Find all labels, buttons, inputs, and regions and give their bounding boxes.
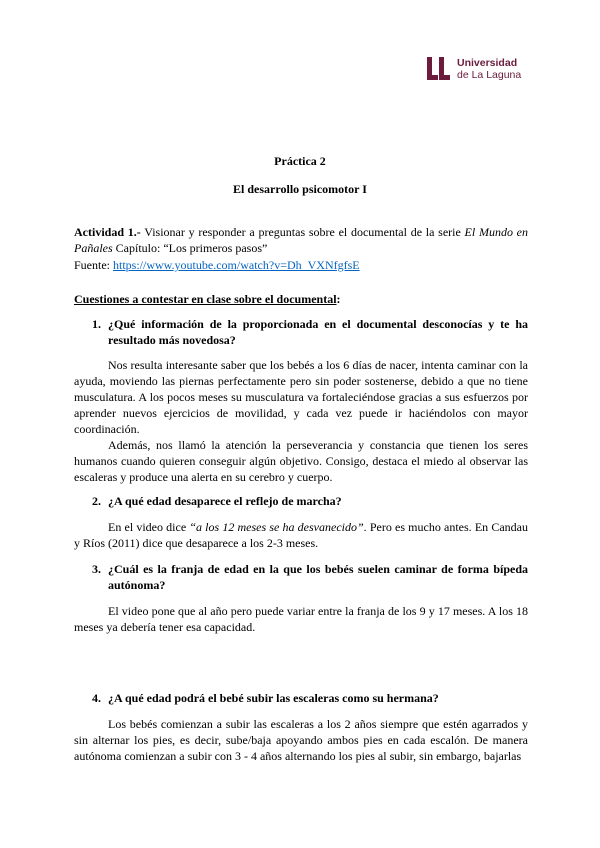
question-number: 4.	[92, 691, 101, 705]
source-link[interactable]: https://www.youtube.com/watch?v=Dh_VXNfgfsE	[113, 258, 360, 272]
answer-4-paragraph: Los bebés comienzan a subir las escaleras a los 2 años siempre que estén agarrados y sin alternar los pies, es decir, sube/baja apoyando ambos pies en cada escalón. De manera autónoma comienzan a subir con 3 - 4 años alternando los pies al subir, sin embargo, bajarlas	[74, 717, 528, 763]
question-1	[74, 316, 528, 348]
section-heading	[74, 291, 528, 307]
question-text: ¿Cuál es la franja de edad en la que los bebés suelen caminar de forma bípeda autónoma?	[108, 562, 528, 592]
page-title: Práctica 2	[274, 154, 326, 168]
activity-label: Actividad 1.-	[74, 225, 141, 239]
question-number: 1.	[92, 317, 101, 331]
section-heading-text: Cuestiones a contestar en clase sobre el documental	[74, 292, 337, 306]
section-heading-colon: :	[336, 292, 341, 306]
question-number: 3.	[92, 562, 101, 576]
activity-text-b: Capítulo: “Los primeros pasos”	[112, 241, 268, 255]
page-subtitle: El desarrollo psicomotor I	[233, 182, 367, 196]
activity-series: El Mundo en Pañales	[74, 225, 529, 255]
university-logo	[425, 55, 535, 85]
answer-1-paragraph-1: Nos resulta interesante saber que los bebés a los 6 días de nacer, intenta caminar con la ayuda, moviendo las piernas perfectamente pero sin poder sostenerse, debido a que no tiene musculatura. A los pocos meses su musculatura va fortaleciéndose gracias a sus esfuerzos por aprender nuevos ejercicios de movilidad, y cada vez puede ir haciéndolos con mayor coordinación.	[74, 358, 528, 436]
answer-2-quote: “a los 12 meses se ha desvanecido”	[189, 520, 364, 534]
activity-paragraph	[74, 224, 528, 256]
ull-logo-icon	[425, 57, 451, 81]
answer-2-text-a: En el video dice	[108, 520, 190, 534]
source-line	[74, 257, 528, 273]
question-number: 2.	[92, 494, 101, 508]
question-text: ¿A qué edad desaparece el reflejo de marcha?	[108, 494, 342, 508]
question-4	[74, 690, 528, 706]
question-2	[74, 493, 528, 509]
activity-text-a: Visionar y responder a preguntas sobre el documental de la serie	[140, 225, 465, 239]
answer-3-paragraph: El video pone que al año pero puede variar entre la franja de los 9 y 17 meses. A los 18 meses ya debería tener esa capacidad.	[74, 604, 528, 634]
question-text: ¿A qué edad podrá el bebé subir las escaleras como su hermana?	[108, 691, 439, 705]
question-3	[74, 561, 528, 593]
answer-2-text-b: . Pero es mucho antes. En Candau y Ríos (2011) dice que desaparece a los 2-3 meses.	[74, 520, 528, 550]
logo-line-1: Universidad	[457, 57, 518, 69]
logo-line-2: de La Laguna	[457, 69, 522, 81]
logo-text	[457, 57, 521, 81]
source-label: Fuente:	[74, 258, 113, 272]
question-text: ¿Qué información de la proporcionada en el documental desconocías y te ha resultado más novedosa?	[108, 317, 528, 347]
answer-2-paragraph	[74, 519, 528, 551]
answer-1-paragraph-2: Además, nos llamó la atención la perseverancia y constancia que tienen los seres humanos cuando quieren conseguir algún objetivo. Consigo, destaca el miedo al observar las escaleras y produce una alerta en su cerebro y cuerpo.	[74, 438, 528, 484]
